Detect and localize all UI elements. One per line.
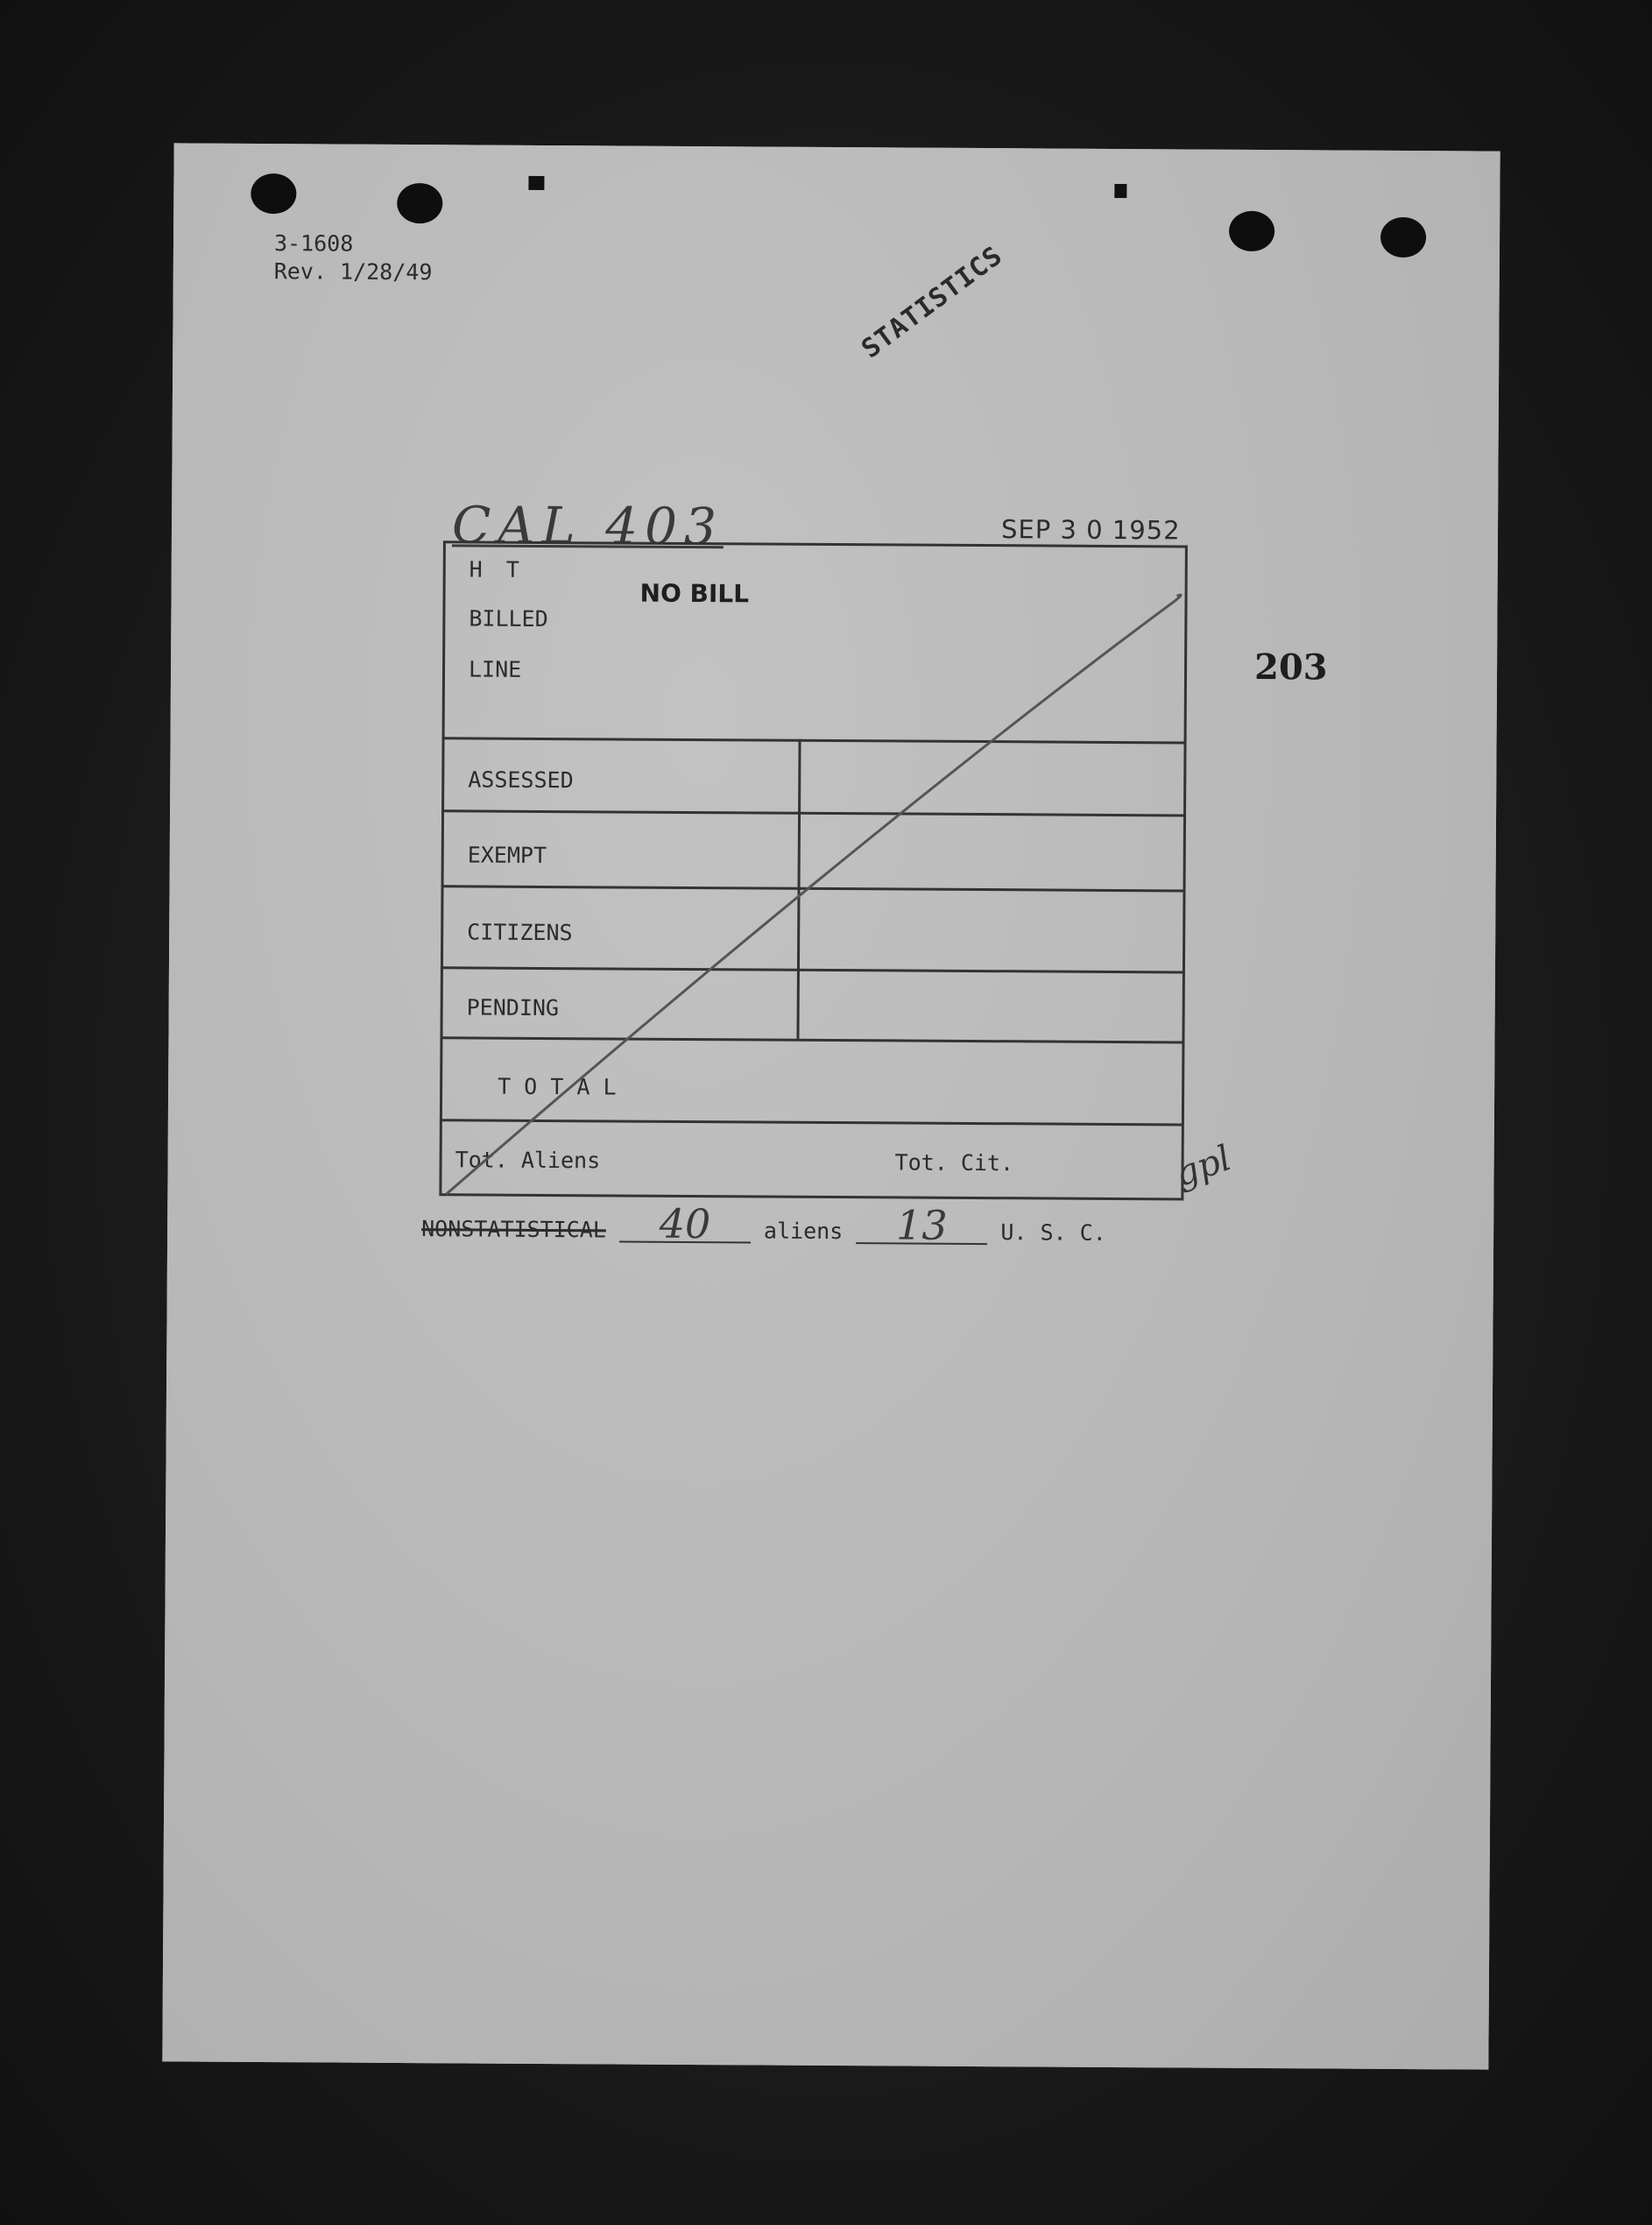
punch-hole-icon xyxy=(251,173,296,214)
row-label-pending: PENDING xyxy=(466,994,560,1021)
no-bill-stamp: NO BILL xyxy=(639,578,750,609)
calendar-number: CAL 403 xyxy=(451,495,724,557)
footer-statistics-line xyxy=(421,1199,1106,1249)
non-statistical-label: NONSTATISTICAL xyxy=(421,1216,606,1243)
statistics-form-box xyxy=(439,540,1186,1198)
row-label-exempt: EXEMPT xyxy=(467,842,547,869)
form-number: 3-1608 xyxy=(273,230,354,257)
staple-mark-icon xyxy=(1114,184,1126,198)
punch-hole-icon xyxy=(397,183,442,223)
punch-hole-icon xyxy=(1380,217,1426,258)
label-line: LINE xyxy=(468,656,522,682)
form-box-border xyxy=(439,540,1188,1200)
page-number: 203 xyxy=(1253,646,1328,689)
statistics-stamp: STATISTICS xyxy=(856,240,1009,365)
tot-cit-label: Tot. Cit. xyxy=(894,1149,1014,1176)
aliens-count: 40 xyxy=(619,1206,751,1244)
aliens-label: aliens xyxy=(763,1218,844,1245)
handwritten-initials: gpl xyxy=(1169,1138,1237,1196)
staple-mark-icon xyxy=(528,176,544,190)
label-ht: H T xyxy=(469,556,525,583)
row-label-citizens: CITIZENS xyxy=(467,919,573,946)
usc-count: 13 xyxy=(856,1207,987,1245)
tot-aliens-label: Tot. Aliens xyxy=(455,1147,601,1174)
usc-label: U. S. C. xyxy=(1000,1219,1106,1246)
label-billed: BILLED xyxy=(469,605,548,632)
document-page xyxy=(162,143,1500,2069)
total-label: T O T A L xyxy=(498,1073,617,1100)
punch-hole-icon xyxy=(1229,211,1274,251)
date-stamp: SEP 3 0 1952 xyxy=(1000,514,1181,546)
row-label-assessed: ASSESSED xyxy=(468,766,574,794)
form-revision: Rev. 1/28/49 xyxy=(273,258,433,286)
form-identifier xyxy=(274,230,433,286)
